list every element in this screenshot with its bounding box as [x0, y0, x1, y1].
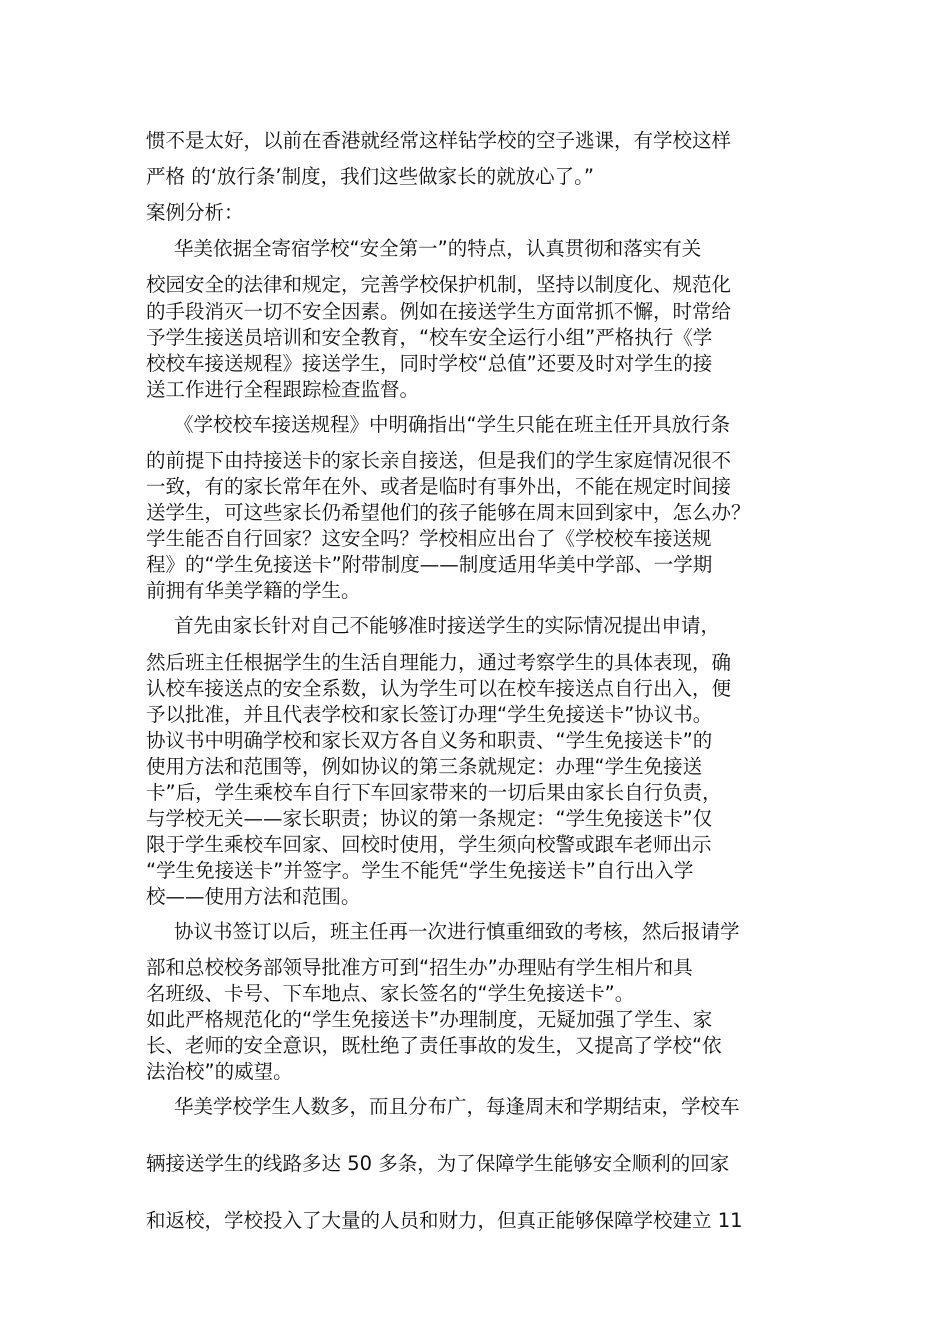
- text-line: 校——使用方法和范围。: [146, 885, 361, 908]
- text-line: 校校车接送规程》接送学生，同时学校“总值”还要及时对学生的接: [146, 352, 713, 375]
- text-line: 校园安全的法律和规定，完善学校保护机制，坚持以制度化、规范化: [146, 273, 732, 296]
- text-line: 认校车接送点的安全系数，认为学生可以在校车接送点自行出入，便: [146, 677, 732, 700]
- text-line: 法治校”的威望。: [146, 1060, 293, 1083]
- text-line: 一致，有的家长常年在外、或者是临时有事外出，不能在规定时间接: [146, 475, 732, 498]
- text-line: 部和总校校务部领导批准方可到“招生办”办理贴有学生相片和具: [146, 956, 693, 979]
- text-line: 惯不是太好，以前在香港就经常这样钻学校的空子逃课，有学校这样: [146, 129, 732, 152]
- text-line: 限于学生乘校车回家、回校时使用，学生须向校警或跟车老师出示: [146, 833, 712, 856]
- text-line: “学生免接送卡”并签字。学生不能凭“学生免接送卡”自行出入学: [146, 859, 694, 882]
- text-line: 长、老师的安全意识，既杜绝了责任事故的发生，又提高了学校“依: [146, 1034, 722, 1057]
- text-line: 协议书中明确学校和家长双方各自义务和职责、“学生免接送卡”的: [146, 729, 713, 752]
- paragraph-first-line: 华美学校学生人数多，而且分布广，每逢周末和学期结束，学校车: [174, 1095, 740, 1118]
- text-line: 程》的“学生免接送卡”附带制度——制度适用华美中学部、一学期: [146, 553, 713, 576]
- text-line: 前拥有华美学籍的学生。: [146, 579, 361, 602]
- paragraph-first-line: 华美依据全寄宿学校“安全第一”的特点，认真贯彻和落实有关: [174, 237, 702, 260]
- text-line: 的前提下由持接送卡的家长亲自接送，但是我们的学生家庭情况很不: [146, 449, 732, 472]
- paragraph-first-line: 《学校校车接送规程》中明确指出“学生只能在班主任开具放行条: [174, 413, 731, 436]
- text-line: 学生能否自行回家？这安全吗？学校相应出台了《学校校车接送规: [146, 527, 712, 550]
- text-line: 和返校，学校投入了大量的人员和财力，但真正能够保障学校建立 11: [146, 1209, 743, 1232]
- section-heading: 案例分析：: [146, 201, 244, 224]
- text-line: 与学校无关——家长职责；协议的第一条规定：“学生免接送卡”仅: [146, 807, 713, 830]
- paragraph-first-line: 协议书签订以后，班主任再一次进行慎重细致的考核，然后报请学: [174, 920, 740, 943]
- text-line: 予学生接送员培训和安全教育，“校车安全运行小组”严格执行《学: [146, 326, 713, 349]
- text-line: 送学生，可这些家长仍希望他们的孩子能够在周末回到家中，怎么办？: [146, 501, 751, 524]
- text-line: 使用方法和范围等，例如协议的第三条就规定：办理“学生免接送: [146, 755, 703, 778]
- text-line: 名班级、卡号、下车地点、家长签名的“学生免接送卡”。: [146, 982, 635, 1005]
- text-line: 的手段消灭一切不安全因素。例如在接送学生方面常抓不懈，时常给: [146, 300, 732, 323]
- text-line: 严格 的‘放行条’制度，我们这些做家长的就放心了。”: [146, 165, 594, 188]
- paragraph-first-line: 首先由家长针对自己不能够准时接送学生的实际情况提出申请，: [174, 614, 721, 637]
- text-line: 辆接送学生的线路多达 50 多条，为了保障学生能够安全顺利的回家: [146, 1152, 730, 1175]
- text-line: 卡”后，学生乘校车自行下车回家带来的一切后果由家长自行负责，: [146, 781, 722, 804]
- text-line: 送工作进行全程跟踪检查监督。: [146, 378, 420, 401]
- text-line: 如此严格规范化的“学生免接送卡”办理制度，无疑加强了学生、家: [146, 1008, 713, 1031]
- text-line: 然后班主任根据学生的生活自理能力，通过考察学生的具体表现，确: [146, 651, 732, 674]
- text-line: 予以批准，并且代表学校和家长签订办理“学生免接送卡”协议书。: [146, 703, 713, 726]
